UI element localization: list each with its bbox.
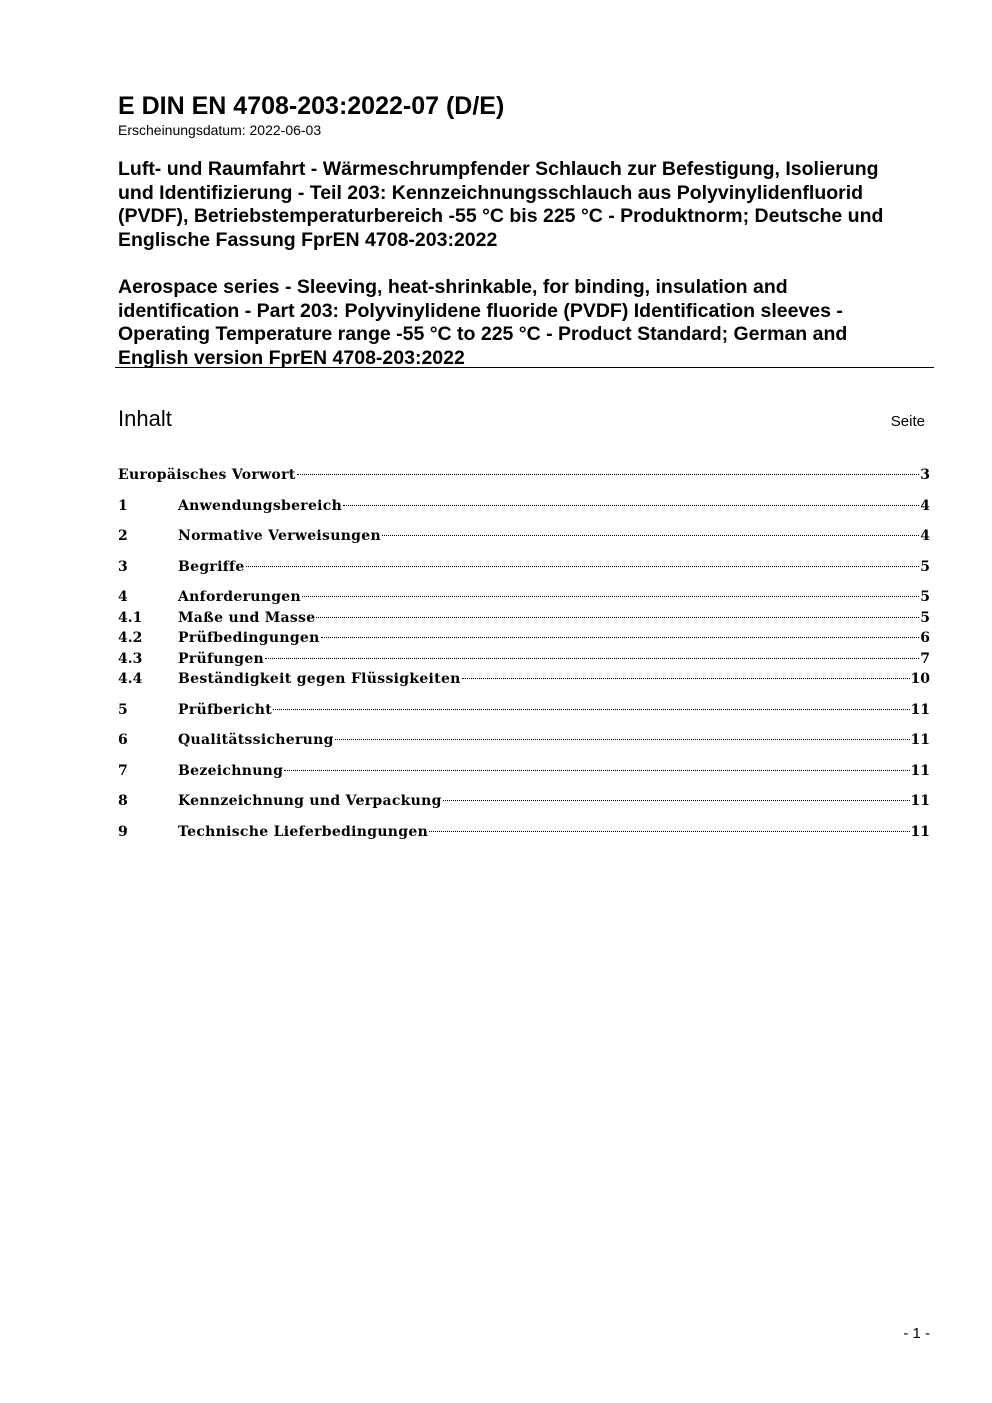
toc-leader-dots <box>382 535 919 536</box>
toc-entry[interactable] <box>118 649 930 670</box>
toc-leader-dots <box>462 678 910 679</box>
toc-entry-page: 7 <box>920 650 930 667</box>
toc-entry[interactable] <box>118 465 930 486</box>
toc-heading: Inhalt <box>118 406 172 431</box>
toc-entry-page: 11 <box>910 823 930 840</box>
toc-entry[interactable] <box>118 587 930 608</box>
toc-entry-page: 11 <box>910 732 930 748</box>
header-divider <box>115 367 934 368</box>
toc-entry-label: Prüfungen <box>178 650 265 667</box>
toc-leader-dots <box>443 800 910 801</box>
toc-entry-number: 4 <box>118 589 128 605</box>
toc-leader-dots <box>335 739 910 740</box>
toc-entry-label: Prüfbericht <box>178 701 272 718</box>
toc-entry[interactable] <box>118 669 930 690</box>
toc-entry-page: 11 <box>910 762 930 779</box>
toc-entry-page: 4 <box>920 528 930 544</box>
toc-entry-label: Normative Verweisungen <box>178 528 381 544</box>
toc-leader-dots <box>316 617 919 618</box>
toc-leader-dots <box>429 831 909 832</box>
toc-entry[interactable] <box>118 628 930 649</box>
toc-entry-page: 5 <box>920 609 930 626</box>
toc-entry-page: 11 <box>910 793 930 809</box>
toc-entry-number: 5 <box>118 701 128 718</box>
toc-entry-number: 4.4 <box>118 671 143 687</box>
page-number: - 1 - <box>903 1325 930 1342</box>
toc-entry[interactable] <box>118 791 930 812</box>
toc-entry-number: 1 <box>118 497 128 514</box>
toc-entry[interactable] <box>118 496 930 517</box>
toc-entry-page: 11 <box>910 701 930 718</box>
publication-date: Erscheinungsdatum: 2022-06-03 <box>118 122 322 138</box>
toc-entry-label: Maße und Masse <box>178 609 316 626</box>
toc-entry-label: Beständigkeit gegen Flüssigkeiten <box>178 671 461 687</box>
toc-entry-label: Technische Lieferbedingungen <box>178 823 429 840</box>
toc-entry-number: 8 <box>118 793 128 809</box>
toc-entry-label: Anforderungen <box>178 589 301 605</box>
toc-entry-label: Prüfbedingungen <box>178 630 320 646</box>
toc-entry-label: Kennzeichnung und Verpackung <box>178 793 442 809</box>
toc-leader-dots <box>302 596 919 597</box>
toc-entry-number: 4.3 <box>118 650 143 667</box>
toc-entry[interactable] <box>118 761 930 782</box>
toc-entry-label: Europäisches Vorwort <box>118 467 296 483</box>
toc-entry-number: 6 <box>118 732 128 748</box>
toc-entry-number: 2 <box>118 528 128 544</box>
toc-entry-number: 3 <box>118 558 128 575</box>
toc-leader-dots <box>246 566 920 567</box>
toc-entry-number: 4.2 <box>118 630 143 646</box>
toc-leader-dots <box>343 505 919 506</box>
title-german: Luft- und Raumfahrt - Wärmeschrumpfender Schlauch zur Befestigung, Isolierung und Identifizierung - Teil 203: Kennzeichnungsschlauch aus Polyvinylidenfluorid (PVDF), Betriebstemperaturbereich -55 °C bis 225 °C - Produktnorm; Deutsche und Englische Fassung FprEN 4708-203:2022 <box>118 158 884 251</box>
toc-entry[interactable] <box>118 526 930 547</box>
toc-entry-page: 5 <box>920 589 930 605</box>
toc-leader-dots <box>284 770 909 771</box>
toc-entry-page: 5 <box>920 558 930 575</box>
toc-entry-number: 4.1 <box>118 609 143 626</box>
document-header <box>118 92 934 370</box>
toc-entry-label: Anwendungsbereich <box>178 497 343 514</box>
toc-entry[interactable] <box>118 700 930 721</box>
toc-entry-page: 10 <box>910 671 930 687</box>
toc-leader-dots <box>321 637 920 638</box>
toc-entry-label: Qualitätssicherung <box>178 732 334 748</box>
toc-entry[interactable] <box>118 557 930 578</box>
document-number: E DIN EN 4708-203:2022-07 (D/E) <box>118 92 505 120</box>
toc-entry-label: Bezeichnung <box>178 762 284 779</box>
toc-entry-page: 6 <box>920 630 930 646</box>
toc-leader-dots <box>297 474 920 475</box>
table-of-contents <box>118 465 930 842</box>
toc-leader-dots <box>265 658 919 659</box>
toc-page-column-label: Seite <box>890 413 925 430</box>
toc-entry-label: Begriffe <box>178 558 245 575</box>
toc-entry[interactable] <box>118 608 930 629</box>
toc-entry-number: 7 <box>118 762 128 779</box>
title-english: Aerospace series - Sleeving, heat-shrinkable, for binding, insulation and identification - Part 203: Polyvinylidene fluoride (PVDF) Identification sleeves - Operating Temperature range -55 °C to 225 °C - Product Standard; German and English version FprEN 4708-203:2022 <box>118 276 848 369</box>
toc-leader-dots <box>273 709 910 710</box>
toc-entry-number: 9 <box>118 823 128 840</box>
toc-entry-page: 4 <box>920 497 930 514</box>
toc-entry-page: 3 <box>920 467 930 483</box>
toc-entry[interactable] <box>118 730 930 751</box>
toc-entry[interactable] <box>118 822 930 843</box>
